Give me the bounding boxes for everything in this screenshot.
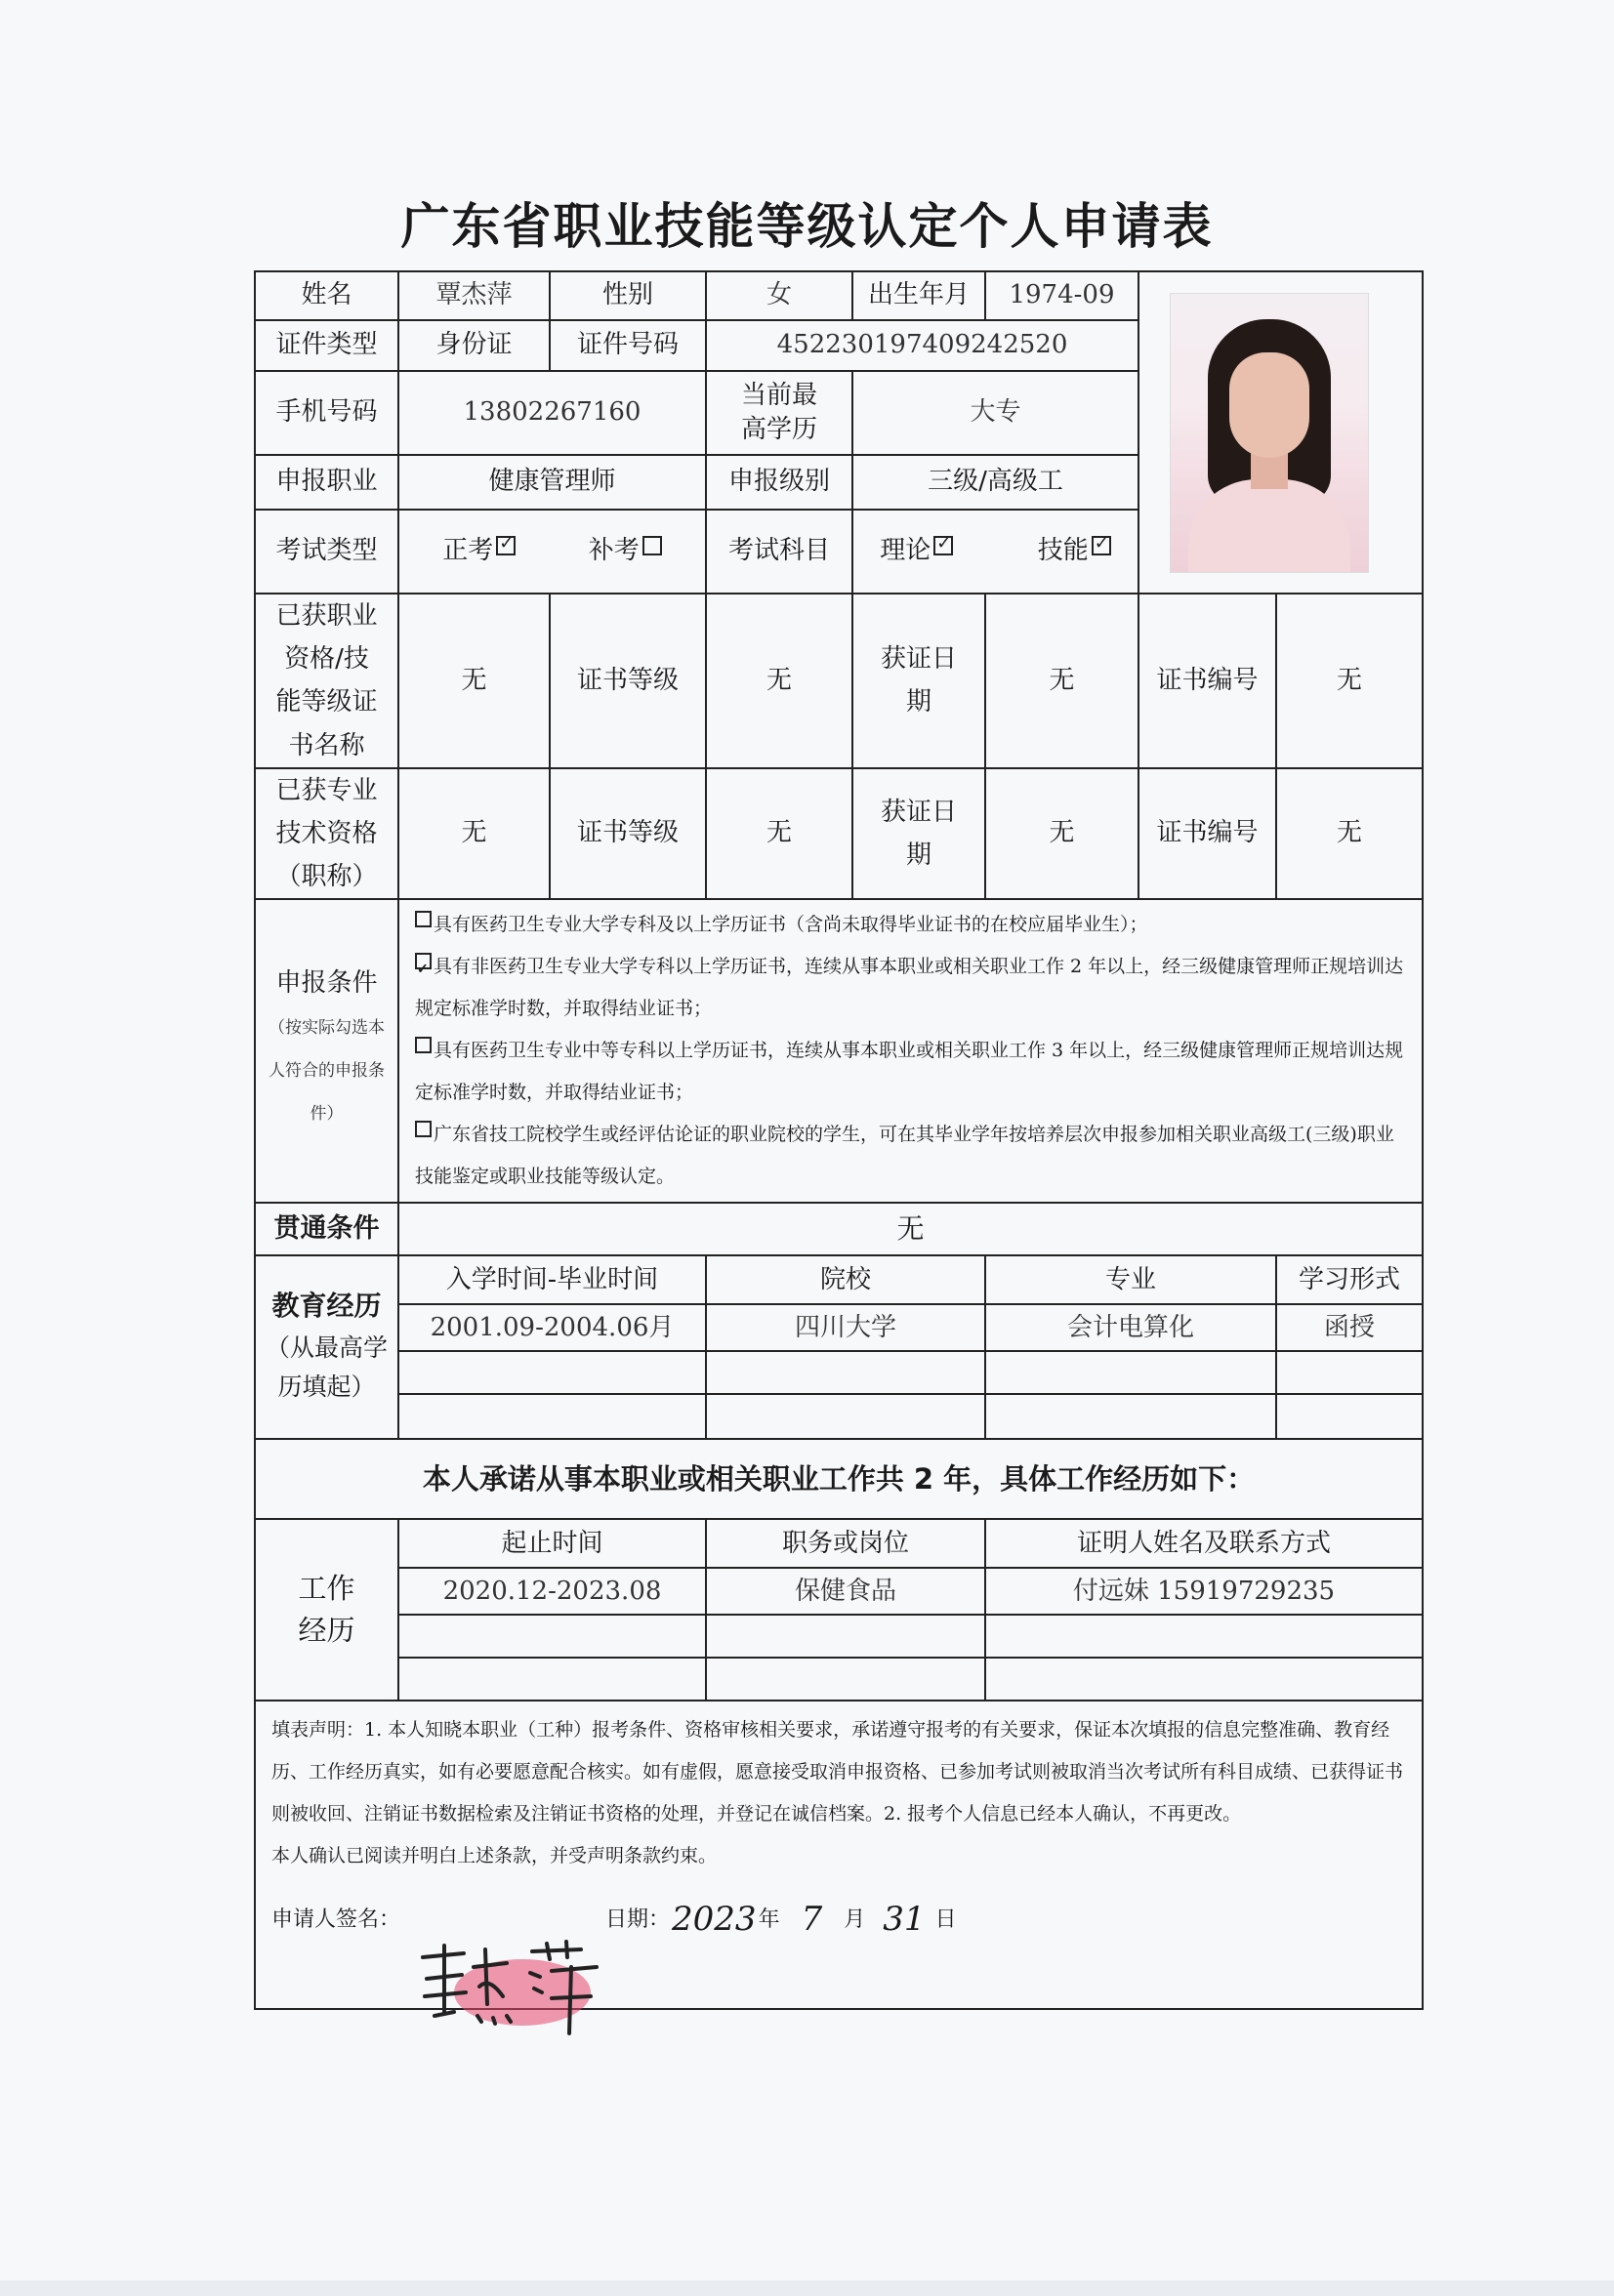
edu-period[interactable] [398,1394,706,1439]
name-value[interactable]: 覃杰萍 [398,271,550,320]
conditions-label-cell [255,899,398,1203]
work-period[interactable] [398,1658,706,1701]
exam-type-label: 考试类型 [255,510,398,594]
exam-type-options [398,510,706,594]
date-month[interactable]: 7 [801,1900,823,1940]
edu-school[interactable]: 四川大学 [706,1304,985,1351]
cert-no-label: 证书编号 [1138,594,1276,768]
exam-subject-label: 考试科目 [706,510,852,594]
gender-value[interactable]: 女 [706,271,852,320]
education-history-label: 教育经历 [271,1290,382,1323]
condition-checkbox[interactable] [415,1037,432,1053]
date-label: 日期： [605,1907,671,1933]
condition-text: 具有医药卫生专业中等专科以上学历证书，连续从事本职业或相关职业工作 3 年以上，经三级健康管理师正规培训达规定标准学时数，并取得结业证书； [415,1040,1404,1104]
photo-cell [1138,271,1423,594]
work-header-reference: 证明人姓名及联系方式 [985,1519,1423,1568]
bukao-option[interactable] [589,536,662,565]
edu-mode[interactable] [1276,1394,1423,1439]
zhengkao-checkbox[interactable] [496,536,516,555]
edu-school[interactable] [706,1351,985,1394]
condition-item[interactable] [415,1030,1408,1114]
edu-header-school: 院校 [706,1255,985,1304]
phone-label: 手机号码 [255,371,398,455]
edu-period[interactable] [398,1351,706,1394]
title-cert-no-label: 证书编号 [1138,768,1276,900]
signature-label: 申请人签名： [271,1907,401,1933]
page-edge [0,2280,1614,2296]
level-label: 申报级别 [706,455,852,510]
cert-level-value[interactable]: 无 [706,594,852,768]
condition-text: 广东省技工院校学生或经评估论证的职业院校的学生，可在其毕业学年按培养层次申报参加相关职业高级工(三级)职业技能鉴定或职业技能等级认定。 [415,1124,1394,1188]
work-reference[interactable]: 付远妹 15919729235 [985,1568,1423,1615]
edu-mode[interactable] [1276,1351,1423,1394]
conditions-list [398,899,1423,1203]
title-cert-level-label: 证书等级 [550,768,706,900]
bukao-checkbox[interactable] [642,536,662,555]
work-header-position: 职务或岗位 [706,1519,985,1568]
name-label: 姓名 [255,271,398,320]
title-cert-date-value[interactable]: 无 [985,768,1138,900]
condition-item[interactable] [415,1114,1408,1198]
work-history-label: 工作经历 [255,1519,398,1701]
work-position[interactable] [706,1658,985,1701]
education-history-label-cell [255,1255,398,1439]
title-cert-level-value[interactable]: 无 [706,768,852,900]
id-no-value[interactable]: 452230197409242520 [706,320,1138,371]
edu-mode[interactable]: 函授 [1276,1304,1423,1351]
gender-label: 性别 [550,271,706,320]
level-value[interactable]: 三级/高级工 [852,455,1138,510]
education-history-note: （从最高学历填起） [265,1333,388,1402]
birth-label: 出生年月 [852,271,985,320]
condition-item[interactable] [415,904,1408,946]
work-promise: 本人承诺从事本职业或相关职业工作共 2 年，具体工作经历如下： [255,1439,1423,1519]
cert-date-label: 获证日期 [852,594,985,768]
condition-text: 具有非医药卫生专业大学专科以上学历证书，连续从事本职业或相关职业工作 2 年以上，经三级健康管理师正规培训达规定标准学时数，并取得结业证书； [415,956,1404,1020]
exam-subject-options [852,510,1138,594]
education-value[interactable]: 大专 [852,371,1138,455]
work-period[interactable] [398,1615,706,1658]
occupation-label: 申报职业 [255,455,398,510]
id-type-value[interactable]: 身份证 [398,320,550,371]
edu-school[interactable] [706,1394,985,1439]
cert-no-value[interactable]: 无 [1276,594,1423,768]
declaration-text: 填表声明：1. 本人知晓本职业（工种）报考条件、资格审核相关要求，承诺遵守报考的有关要求，保证本次填报的信息完整准确、教育经历、工作经历真实，如有必要愿意配合核实。如有虚假，愿意接受取消申报资格、已参加考试则被取消当次考试所有科目成绩、已获得证书则被收回、注销证书数据检索及注销证书资格的处理，并登记在诚信档案。2. 报考个人信息已经本人确认，不再更改。 [271,1719,1404,1825]
edu-major[interactable] [985,1394,1276,1439]
condition-text: 具有医药卫生专业大学专科及以上学历证书（含尚未取得毕业证书的在校应届毕业生）； [434,914,1148,936]
edu-header-period: 入学时间-毕业时间 [398,1255,706,1304]
work-reference[interactable] [985,1658,1423,1701]
day-unit: 日 [934,1907,957,1933]
form-title: 广东省职业技能等级认定个人申请表 [400,198,1214,255]
title-cert-no-value[interactable]: 无 [1276,768,1423,900]
title-cert-label: 已获专业技术资格（职称） [255,768,398,900]
cert-name-value[interactable]: 无 [398,594,550,768]
zhengkao-label: 正考 [442,536,494,566]
through-label: 贯通条件 [255,1203,398,1255]
work-reference[interactable] [985,1615,1423,1658]
work-position[interactable] [706,1615,985,1658]
date-year[interactable]: 2023 [672,1900,757,1940]
declaration-confirm: 本人确认已阅读并明白上述条款，并受声明条款约束。 [271,1845,718,1867]
jineng-option[interactable] [1038,536,1111,565]
jineng-checkbox[interactable] [1092,536,1111,555]
work-header-period: 起止时间 [398,1519,706,1568]
zhengkao-option[interactable] [442,536,516,565]
lilun-option[interactable] [880,536,953,565]
declaration-cell [255,1701,1423,2009]
conditions-label: 申报条件 [275,968,378,999]
edu-header-mode: 学习形式 [1276,1255,1423,1304]
edu-major[interactable]: 会计电算化 [985,1304,1276,1351]
conditions-note: （按实际勾选本人符合的申报条件） [269,1018,385,1125]
condition-checkbox[interactable] [415,1121,432,1137]
month-unit: 月 [844,1907,866,1933]
condition-checkbox[interactable] [415,911,432,927]
applicant-photo [1171,294,1368,572]
date-day[interactable]: 31 [883,1900,926,1940]
through-value[interactable]: 无 [398,1203,1423,1255]
birth-value[interactable]: 1974-09 [985,271,1138,320]
id-no-label: 证件号码 [550,320,706,371]
signature-row [271,1899,1406,1941]
work-period[interactable]: 2020.12-2023.08 [398,1568,706,1615]
id-type-label: 证件类型 [255,320,398,371]
condition-checkbox[interactable] [415,953,432,969]
bukao-label: 补考 [588,536,640,566]
title-cert-name-value[interactable]: 无 [398,768,550,900]
jineng-label: 技能 [1037,536,1089,566]
application-form [254,270,1424,2010]
year-unit: 年 [758,1907,780,1933]
occupation-value[interactable]: 健康管理师 [398,455,706,510]
cert-name-label: 已获职业资格/技能等级证书名称 [255,594,398,768]
cert-date-value[interactable]: 无 [985,594,1138,768]
edu-major[interactable] [985,1351,1276,1394]
condition-item[interactable] [415,946,1408,1030]
phone-value[interactable]: 13802267160 [398,371,706,455]
work-position[interactable]: 保健食品 [706,1568,985,1615]
cert-level-label: 证书等级 [550,594,706,768]
education-label: 当前最高学历 [706,371,852,455]
lilun-label: 理论 [880,536,931,566]
edu-period[interactable]: 2001.09-2004.06月 [398,1304,706,1351]
edu-header-major: 专业 [985,1255,1276,1304]
lilun-checkbox[interactable] [933,536,953,555]
title-cert-date-label: 获证日期 [852,768,985,900]
